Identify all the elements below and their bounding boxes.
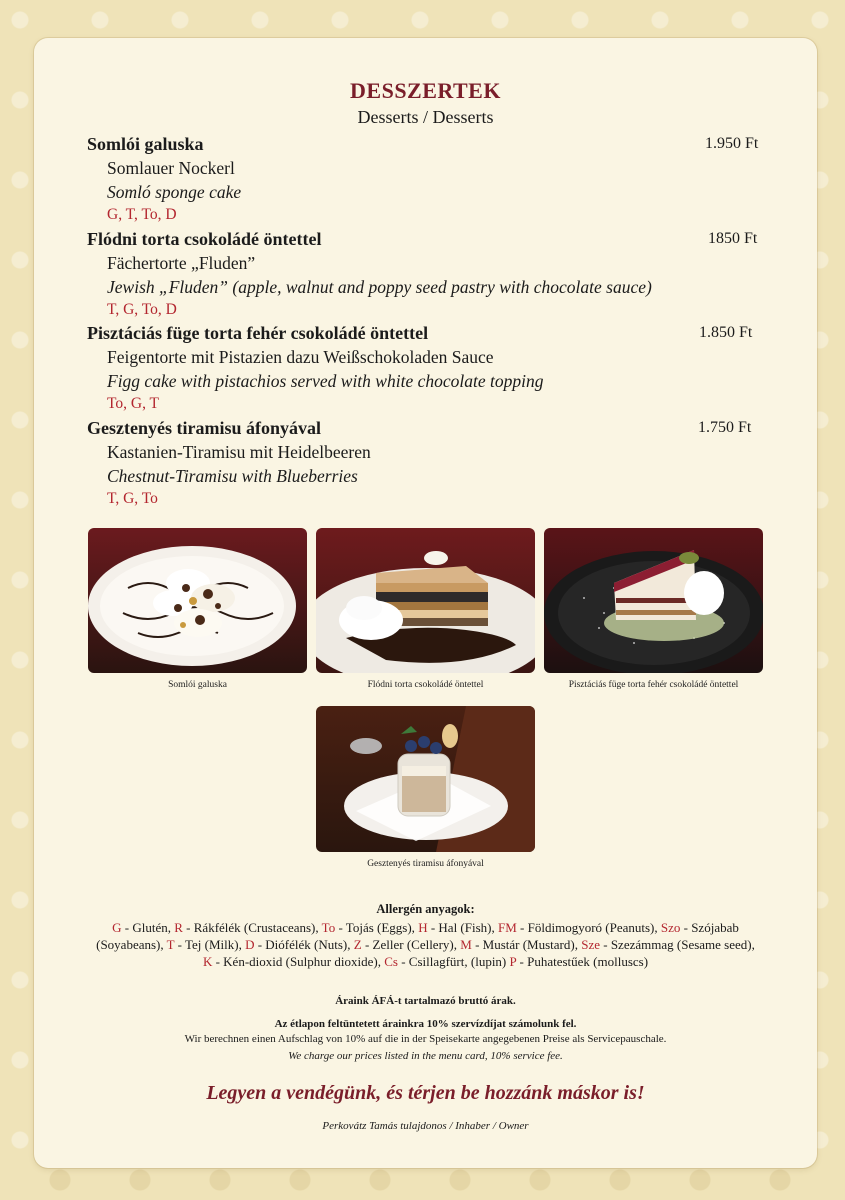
menu-item [87,227,777,322]
allergen-desc: - Rákfélék (Crustaceans), [182,920,322,935]
allergen-title: Allergén anyagok: [376,902,475,916]
item-name: Somlói galuska [87,134,204,154]
allergen-code: T [166,937,175,952]
allergen-desc: - Szezámmag (Sesame seed), [600,937,755,952]
allergen-code: FM [498,920,517,935]
item-english: Somló sponge cake [107,182,242,202]
menu-item [87,132,777,227]
allergen-desc: - Hal (Fish), [427,920,498,935]
photo-somloi-galuska [88,528,307,673]
page-subtitle: Desserts / Desserts [357,107,494,127]
allergen-code: G [112,920,122,935]
allergen-desc: - Mustár (Mustard), [471,937,582,952]
allergen-code: R [174,920,183,935]
item-allergens: T, G, To, D [107,300,177,318]
allergen-code: Sze [581,937,600,952]
item-allergens: G, T, To, D [107,206,177,223]
item-price: 1.750 Ft [698,418,752,436]
photo-caption: Gesztenyés tiramisu áfonyával [367,859,484,869]
allergen-desc: - Puhatestűek (molluscs) [516,954,649,969]
photo-fuge-torta [544,528,763,673]
allergen-code: D [245,937,255,952]
item-english: Chestnut-Tiramisu with Blueberries [107,465,358,486]
allergen-code: To [321,920,336,935]
item-german: Kastanien-Tiramisu mit Heidelbeeren [107,441,371,462]
allergen-desc: - Szójabab (Soyabeans), [96,920,739,952]
allergen-code: Cs [384,954,398,969]
photo-caption: Flódni torta csokoládé öntettel [367,680,484,690]
allergen-desc: - Diófélék (Nuts), [254,937,354,952]
item-german: Feigentorte mit Pistazien dazu Weißschokoladen Sauce [107,347,494,367]
allergen-desc: - Csillagfürt, (lupin) [397,954,510,969]
service-note-en: We charge our prices listed in the menu card, 10% service fee. [288,1050,563,1062]
allergen-code: H [418,920,428,935]
item-german: Fächertorte „Fluden” [107,252,256,273]
allergen-desc: - Kén-dioxid (Sulphur dioxide), [212,954,385,969]
allergen-desc: - Zeller (Cellery), [361,937,461,952]
item-english: Figg cake with pistachios served with white chocolate topping [107,371,544,391]
owner-line: Perkovátz Tamás tulajdonos / Inhaber / Owner [322,1120,529,1132]
item-german: Somlauer Nockerl [107,158,235,178]
photo-caption: Somlói galuska [168,680,227,690]
allergen-code: Z [353,937,362,952]
allergen-desc: - Tojás (Eggs), [335,920,419,935]
service-note-de: Wir berechnen einen Aufschlag von 10% auf die in der Speisekarte angegebenen Preise als Servicepauschale. [184,1033,667,1045]
item-name: Gesztenyés tiramisu áfonyával [87,417,321,438]
allergen-legend [94,919,757,970]
allergen-desc: - Glutén, [121,920,175,935]
vat-note: Áraink ÁFÁ-t tartalmazó bruttó árak. [335,995,516,1007]
photo-caption: Pisztáciás füge torta fehér csokoládé öntettel [568,680,739,690]
photo-flodni [316,528,535,673]
allergen-code: K [202,954,213,969]
allergen-desc: - Tej (Milk), [174,937,246,952]
menu-item [87,321,777,416]
dessert-list [87,132,777,510]
allergen-code: M [460,937,472,952]
item-name: Flódni torta csokoládé öntettel [87,228,322,249]
service-note-hu: Az étlapon feltüntetett árainkra 10% szervízdíjat számolunk fel. [274,1018,577,1030]
slogan: Legyen a vendégünk, és térjen be hozzánk máskor is! [206,1082,645,1104]
item-english: Jewish „Fluden” (apple, walnut and poppy seed pastry with chocolate sauce) [107,276,652,297]
page-title: DESSZERTEK [350,78,501,103]
menu-item [87,416,777,511]
photo-tiramisu [316,706,535,852]
item-price: 1850 Ft [708,229,758,247]
item-allergens: T, G, To [107,489,158,507]
allergen-code: Szo [660,920,681,935]
item-price: 1.850 Ft [699,324,753,341]
allergen-desc: - Földimogyoró (Peanuts), [516,920,661,935]
item-allergens: To, G, T [107,395,160,412]
item-price: 1.950 Ft [705,135,759,152]
allergen-code: P [509,954,517,969]
item-name: Pisztáciás füge torta fehér csokoládé öntettel [87,323,429,343]
menu-card [34,38,817,1168]
